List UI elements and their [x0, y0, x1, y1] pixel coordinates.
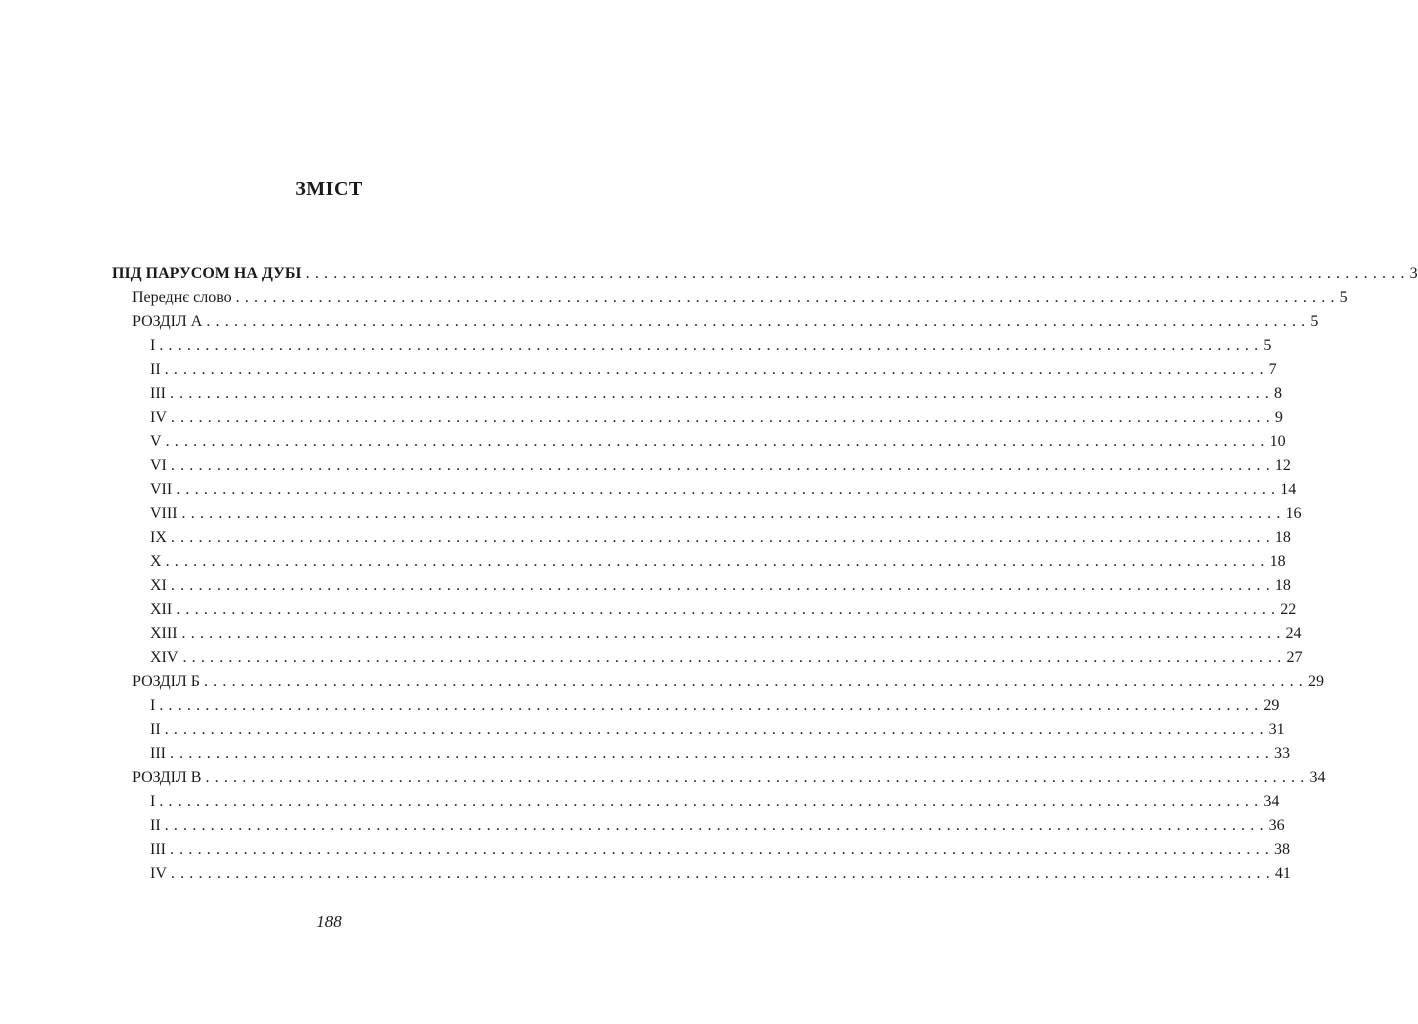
- toc-entry-page: 5: [1339, 289, 1348, 306]
- toc-title: ЗМІСТ: [295, 178, 363, 200]
- toc-entry[interactable]: [150, 718, 1285, 742]
- toc-entry-page: 27: [1286, 649, 1303, 666]
- toc-leader-dots: ........................................................................................................................: [182, 649, 1287, 666]
- toc-entry-label: VII: [150, 481, 173, 498]
- toc-leader-dots: ........................................................................................................................: [235, 289, 1340, 306]
- toc-entry[interactable]: [150, 862, 1291, 886]
- toc-entry[interactable]: [132, 310, 1319, 334]
- toc-entry[interactable]: [150, 358, 1277, 382]
- toc-leader-dots: ........................................................................................................................: [159, 793, 1264, 810]
- toc-entry-page: 12: [1274, 457, 1291, 474]
- toc-entry-label: РОЗДІЛ Б: [132, 673, 200, 690]
- toc-entry-page: 22: [1280, 601, 1297, 618]
- toc-entry[interactable]: [150, 694, 1280, 718]
- toc-entry[interactable]: [132, 670, 1324, 694]
- toc-entry-page: 5: [1263, 337, 1272, 354]
- toc-entry-page: 9: [1274, 409, 1283, 426]
- toc-leader-dots: ........................................................................................................................: [159, 337, 1264, 354]
- toc-entry-page: 7: [1268, 361, 1277, 378]
- toc-leader-dots: ........................................................................................................................: [159, 697, 1264, 714]
- toc-entry-label: I: [150, 697, 156, 714]
- toc-entry[interactable]: [150, 550, 1286, 574]
- toc-leader-dots: ........................................................................................................................: [176, 601, 1281, 618]
- toc-entry-label: Переднє слово: [132, 289, 232, 306]
- toc-leader-dots: ........................................................................................................................: [170, 457, 1275, 474]
- toc-entry-page: 34: [1263, 793, 1280, 810]
- toc-entry-label: РОЗДІЛ В: [132, 769, 202, 786]
- toc-entry-label: IV: [150, 409, 167, 426]
- toc-leader-dots: ........................................................................................................................: [170, 409, 1275, 426]
- toc-entry-label: VIII: [150, 505, 178, 522]
- toc-entry[interactable]: [150, 598, 1297, 622]
- toc-entry-page: 36: [1268, 817, 1285, 834]
- toc-leader-dots: ........................................................................................................................: [169, 745, 1274, 762]
- toc-entry-label: II: [150, 817, 161, 834]
- toc-entry-page: 3: [1409, 265, 1418, 282]
- toc-leader-dots: ........................................................................................................................: [181, 625, 1286, 642]
- toc-entry[interactable]: [132, 286, 1348, 310]
- toc-entry-page: 18: [1269, 553, 1286, 570]
- toc-entry-label: ПІД ПАРУСОМ НА ДУБІ: [112, 265, 302, 282]
- toc-entry[interactable]: [150, 478, 1297, 502]
- toc-entry-page: 24: [1285, 625, 1302, 642]
- toc-entry-page: 33: [1273, 745, 1290, 762]
- toc-entry-label: XIV: [150, 649, 179, 666]
- toc-leader-dots: ........................................................................................................................: [169, 385, 1274, 402]
- toc-entry[interactable]: [150, 622, 1302, 646]
- toc-entry-page: 18: [1274, 529, 1291, 546]
- toc-leader-dots: ........................................................................................................................: [169, 841, 1274, 858]
- toc-entry-label: V: [150, 433, 162, 450]
- toc-entry[interactable]: [150, 574, 1291, 598]
- toc-leader-dots: ........................................................................................................................: [170, 529, 1275, 546]
- toc-entry-label: XIII: [150, 625, 178, 642]
- toc-entry-page: 29: [1263, 697, 1280, 714]
- toc-entry-label: IV: [150, 865, 167, 882]
- toc-entry[interactable]: [112, 262, 1418, 286]
- toc-leader-dots: ........................................................................................................................: [181, 505, 1286, 522]
- toc-entry-label: III: [150, 385, 166, 402]
- toc-entry[interactable]: [150, 742, 1290, 766]
- toc-leader-dots: ........................................................................................................................: [170, 865, 1275, 882]
- page-number: 188: [316, 912, 342, 931]
- toc-leader-dots: ........................................................................................................................: [203, 673, 1308, 690]
- toc-entry-label: III: [150, 745, 166, 762]
- toc-entry[interactable]: [150, 526, 1291, 550]
- toc-leader-dots: ........................................................................................................................: [305, 265, 1410, 282]
- toc-entry[interactable]: [150, 406, 1283, 430]
- toc-leader-dots: ........................................................................................................................: [164, 817, 1269, 834]
- toc-entry[interactable]: [150, 430, 1286, 454]
- toc-entry-label: II: [150, 721, 161, 738]
- toc-entry[interactable]: [150, 814, 1285, 838]
- toc-entry[interactable]: [150, 502, 1302, 526]
- toc-leader-dots: ........................................................................................................................: [164, 721, 1269, 738]
- toc-entry-page: 29: [1307, 673, 1324, 690]
- toc-entry[interactable]: [150, 646, 1303, 670]
- toc-leader-dots: ........................................................................................................................: [165, 433, 1270, 450]
- toc-leader-dots: ........................................................................................................................: [206, 313, 1311, 330]
- toc-entry[interactable]: [150, 790, 1280, 814]
- toc-entry[interactable]: [150, 334, 1272, 358]
- toc-entry-label: XI: [150, 577, 167, 594]
- toc-entry-label: I: [150, 337, 156, 354]
- toc-entry-page: 31: [1268, 721, 1285, 738]
- toc-entry-label: X: [150, 553, 162, 570]
- toc-entry-label: XII: [150, 601, 173, 618]
- toc-entry-page: 8: [1273, 385, 1282, 402]
- toc-leader-dots: ........................................................................................................................: [170, 577, 1275, 594]
- toc-entry-page: 34: [1309, 769, 1326, 786]
- toc-leader-dots: ........................................................................................................................: [176, 481, 1281, 498]
- toc-entry-page: 18: [1274, 577, 1291, 594]
- toc-leader-dots: ........................................................................................................................: [164, 361, 1269, 378]
- toc-entry-label: IX: [150, 529, 167, 546]
- toc-entry-label: РОЗДІЛ А: [132, 313, 203, 330]
- toc-entry-page: 16: [1285, 505, 1302, 522]
- toc-entry-page: 5: [1310, 313, 1319, 330]
- toc-entry-page: 38: [1273, 841, 1290, 858]
- toc-entry[interactable]: [150, 838, 1290, 862]
- toc-entry[interactable]: [132, 766, 1326, 790]
- toc-leader-dots: ........................................................................................................................: [165, 553, 1270, 570]
- toc-entry-page: 10: [1269, 433, 1286, 450]
- toc-leader-dots: ........................................................................................................................: [205, 769, 1310, 786]
- toc-entry-label: III: [150, 841, 166, 858]
- toc-entry-label: I: [150, 793, 156, 810]
- toc-entry[interactable]: [150, 454, 1291, 478]
- toc-entry-page: 41: [1274, 865, 1291, 882]
- toc-entry-page: 14: [1280, 481, 1297, 498]
- toc-entry-label: VI: [150, 457, 167, 474]
- toc-entry[interactable]: [150, 382, 1282, 406]
- toc-entry-label: II: [150, 361, 161, 378]
